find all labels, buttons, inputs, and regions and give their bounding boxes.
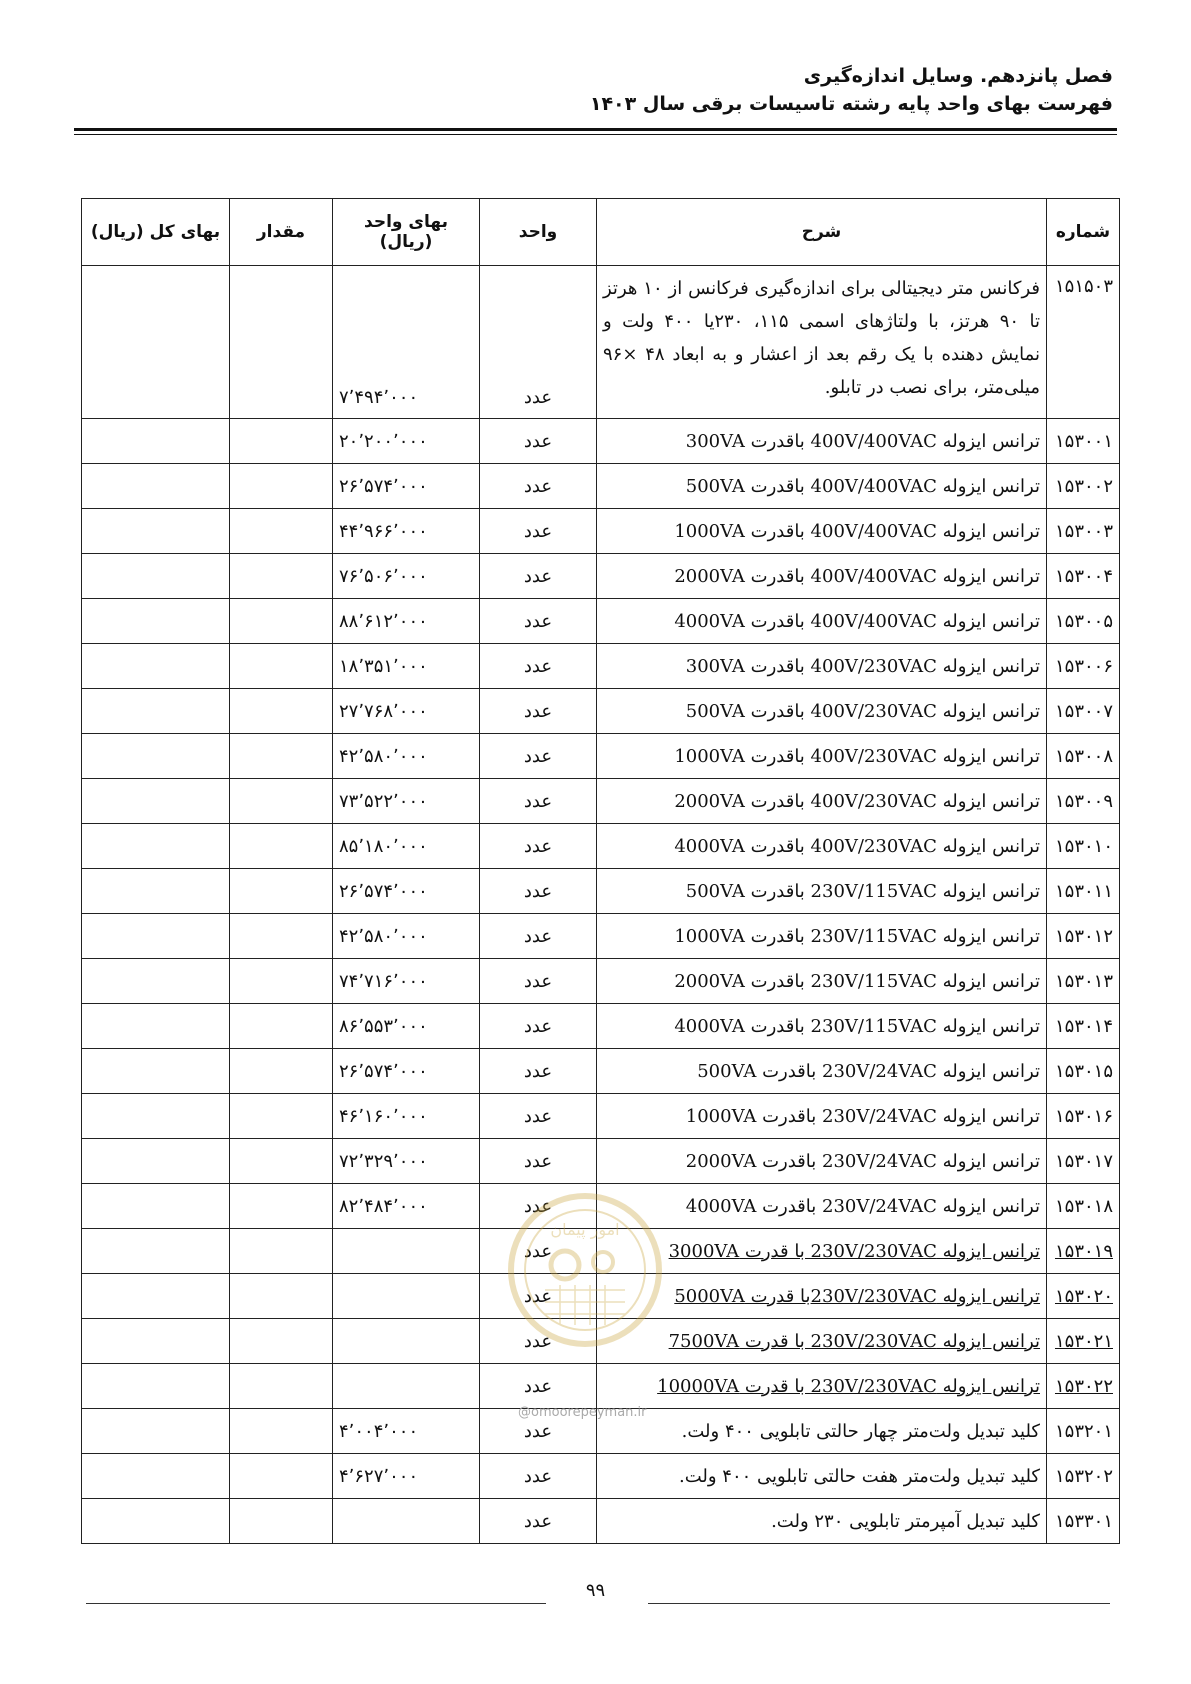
item-code <box>1047 509 1120 554</box>
item-total <box>82 554 230 599</box>
item-total <box>82 1004 230 1049</box>
item-total <box>82 1094 230 1139</box>
footer-rule-right <box>648 1603 1110 1604</box>
table-row <box>82 1094 1120 1139</box>
item-unit-price <box>333 689 480 734</box>
chapter-title: فصل پانزدهم. وسایل اندازه‌گیری <box>803 65 1113 87</box>
item-description-text: ترانس ایزوله 230V/230VAC با قدرت 7500VA <box>668 1330 1040 1352</box>
item-unit-text: عدد <box>523 610 553 632</box>
item-description <box>597 959 1047 1004</box>
item-description <box>597 689 1047 734</box>
item-quantity <box>230 1454 333 1499</box>
item-code <box>1047 1274 1120 1319</box>
item-code-text: ۱۵۳۲۰۱ <box>1054 1420 1113 1442</box>
item-code <box>1047 266 1120 419</box>
item-total <box>82 1274 230 1319</box>
item-total <box>82 914 230 959</box>
item-unit-text: عدد <box>523 925 553 947</box>
item-total <box>82 1319 230 1364</box>
item-total <box>82 734 230 779</box>
item-unit <box>480 914 597 959</box>
item-code <box>1047 1454 1120 1499</box>
item-description-text: ترانس ایزوله 400V/230VAC باقدرت 2000VA <box>674 790 1040 812</box>
item-code-text: ۱۵۳۰۱۲ <box>1054 925 1113 947</box>
item-unit-price <box>333 1409 480 1454</box>
item-total <box>82 1139 230 1184</box>
item-unit <box>480 689 597 734</box>
item-unit-text: عدد <box>523 430 553 452</box>
item-unit <box>480 1499 597 1544</box>
item-unit-price-text: ۸۵٬۱۸۰٬۰۰۰ <box>339 835 428 857</box>
item-unit-text: عدد <box>523 1420 553 1442</box>
item-description <box>597 1364 1047 1409</box>
table-row <box>82 959 1120 1004</box>
item-unit-text: عدد <box>523 1105 553 1127</box>
item-unit-text: عدد <box>523 520 553 542</box>
item-description-text: کلید تبدیل ولت‌متر چهار حالتی تابلویی ۴۰۰ ولت. <box>681 1420 1040 1442</box>
item-code <box>1047 959 1120 1004</box>
col-header-qty: مقدار <box>230 199 333 266</box>
table-row <box>82 419 1120 464</box>
item-unit <box>480 779 597 824</box>
item-code-text: ۱۵۱۵۰۳ <box>1054 276 1113 297</box>
item-total <box>82 959 230 1004</box>
item-total <box>82 1499 230 1544</box>
item-unit-price <box>333 1049 480 1094</box>
item-description-text: کلید تبدیل ولت‌متر هفت حالتی تابلویی ۴۰۰ ولت. <box>678 1465 1040 1487</box>
item-total <box>82 266 230 419</box>
item-quantity <box>230 1319 333 1364</box>
item-code-text: ۱۵۳۰۰۷ <box>1054 700 1113 722</box>
item-unit-price <box>333 1274 480 1319</box>
item-quantity <box>230 824 333 869</box>
item-quantity <box>230 869 333 914</box>
item-unit-price-text: ۸۲٬۴۸۴٬۰۰۰ <box>339 1195 428 1217</box>
item-unit <box>480 734 597 779</box>
item-unit-price-text: ۸۸٬۶۱۲٬۰۰۰ <box>339 610 428 632</box>
item-quantity <box>230 1409 333 1454</box>
item-unit-price-text: ۴٬۰۰۴٬۰۰۰ <box>339 1420 419 1442</box>
item-code <box>1047 734 1120 779</box>
item-code-text: ۱۵۳۰۱۵ <box>1054 1060 1113 1082</box>
item-unit-text: عدد <box>523 1375 553 1397</box>
item-unit-price-text: ۱۸٬۳۵۱٬۰۰۰ <box>339 655 428 677</box>
item-quantity <box>230 1139 333 1184</box>
table-row <box>82 599 1120 644</box>
item-total <box>82 599 230 644</box>
item-description <box>597 464 1047 509</box>
item-quantity <box>230 1184 333 1229</box>
item-code-text: ۱۵۳۰۰۴ <box>1054 565 1113 587</box>
item-description <box>597 509 1047 554</box>
item-unit-price <box>333 464 480 509</box>
item-unit <box>480 1004 597 1049</box>
table-row <box>82 779 1120 824</box>
item-description <box>597 734 1047 779</box>
item-description <box>597 1049 1047 1094</box>
item-quantity <box>230 509 333 554</box>
item-code-text: ۱۵۳۰۰۲ <box>1054 475 1113 497</box>
item-code <box>1047 869 1120 914</box>
item-code-text: ۱۵۳۰۰۹ <box>1054 790 1113 812</box>
item-description-text: ترانس ایزوله 230V/115VAC باقدرت 2000VA <box>674 970 1040 992</box>
item-code-text: ۱۵۳۰۰۵ <box>1054 610 1113 632</box>
item-total <box>82 1454 230 1499</box>
item-unit-price <box>333 1499 480 1544</box>
item-unit-price-text: ۲۶٬۵۷۴٬۰۰۰ <box>339 1060 428 1082</box>
item-unit-text: عدد <box>523 1285 553 1307</box>
item-description <box>597 1454 1047 1499</box>
item-description-text: ترانس ایزوله 400V/400VAC باقدرت 300VA <box>685 430 1040 452</box>
item-unit-price <box>333 1229 480 1274</box>
item-unit-price-text: ۴۲٬۵۸۰٬۰۰۰ <box>339 925 428 947</box>
col-header-unit: واحد <box>480 199 597 266</box>
header-rule-thick <box>74 128 1117 131</box>
table-row <box>82 1499 1120 1544</box>
item-unit-price <box>333 1364 480 1409</box>
item-unit-price-text: ۲۶٬۵۷۴٬۰۰۰ <box>339 880 428 902</box>
item-unit-text: عدد <box>523 1195 553 1217</box>
item-code-text: ۱۵۳۳۰۱ <box>1054 1510 1113 1532</box>
item-unit-price-text: ۴۲٬۵۸۰٬۰۰۰ <box>339 745 428 767</box>
item-description-text: ترانس ایزوله 230V/115VAC باقدرت 500VA <box>685 880 1040 902</box>
col-header-desc: شرح <box>597 199 1047 266</box>
item-total <box>82 1184 230 1229</box>
item-unit-text: عدد <box>523 835 553 857</box>
item-unit-text: عدد <box>523 790 553 812</box>
header-rule-thin <box>74 134 1117 135</box>
item-quantity <box>230 779 333 824</box>
col-header-total: بهای کل (ریال) <box>82 199 230 266</box>
item-code <box>1047 1319 1120 1364</box>
item-quantity <box>230 1094 333 1139</box>
item-description-text: ترانس ایزوله 400V/400VAC باقدرت 1000VA <box>674 520 1040 542</box>
item-unit <box>480 1364 597 1409</box>
col-header-unit-price: بهای واحد (ریال) <box>333 199 480 266</box>
item-total <box>82 1229 230 1274</box>
item-unit <box>480 824 597 869</box>
table-row <box>82 1139 1120 1184</box>
item-description-text: کلید تبدیل آمپرمتر تابلویی ۲۳۰ ولت. <box>771 1510 1040 1532</box>
table-row <box>82 464 1120 509</box>
item-description <box>597 266 1047 419</box>
item-unit-price <box>333 869 480 914</box>
item-unit-price <box>333 1454 480 1499</box>
item-code <box>1047 1229 1120 1274</box>
col-header-code: شماره <box>1047 199 1120 266</box>
item-code-text: ۱۵۳۰۰۶ <box>1054 655 1113 677</box>
item-description <box>597 599 1047 644</box>
item-unit-price <box>333 1004 480 1049</box>
item-total <box>82 1049 230 1094</box>
item-code <box>1047 599 1120 644</box>
item-code-text: ۱۵۳۰۲۰ <box>1054 1285 1113 1307</box>
item-quantity <box>230 644 333 689</box>
item-quantity <box>230 914 333 959</box>
item-total <box>82 824 230 869</box>
document-subtitle: فهرست بهای واحد پایه رشته تاسیسات برقی سال ۱۴۰۳ <box>589 93 1113 115</box>
item-description-text: ترانس ایزوله 230V/230VACبا قدرت 5000VA <box>674 1285 1040 1307</box>
table-row <box>82 734 1120 779</box>
item-code-text: ۱۵۳۰۱۳ <box>1054 970 1113 992</box>
table-row <box>82 1049 1120 1094</box>
item-description-text: فرکانس متر دیجیتالی برای اندازه‌گیری فرکانس از ۱۰ هرتز تا ۹۰ هرتز، با ولتاژهای اسمی ۱۱۵، ۲۳۰یا ۴۰۰ ولت و نمایش دهنده با یک رقم بعد از اعشار و به ابعاد ۴۸ ×۹۶ میلی‌متر، برای نصب در تابلو. <box>603 278 1040 398</box>
item-unit <box>480 1139 597 1184</box>
item-total <box>82 869 230 914</box>
item-unit-text: عدد <box>523 1465 553 1487</box>
item-unit-price <box>333 554 480 599</box>
item-code-text: ۱۵۳۰۱۴ <box>1054 1015 1113 1037</box>
item-code-text: ۱۵۳۰۲۱ <box>1054 1330 1113 1352</box>
item-quantity <box>230 266 333 419</box>
item-unit <box>480 464 597 509</box>
table-row <box>82 1454 1120 1499</box>
item-unit-price-text: ۷۳٬۵۲۲٬۰۰۰ <box>339 790 428 812</box>
item-code <box>1047 644 1120 689</box>
item-unit-text: عدد <box>523 655 553 677</box>
item-unit-price <box>333 266 480 419</box>
item-description-text: ترانس ایزوله 230V/115VAC باقدرت 1000VA <box>674 925 1040 947</box>
item-code-text: ۱۵۳۰۰۸ <box>1054 745 1113 767</box>
item-quantity <box>230 1364 333 1409</box>
item-unit <box>480 509 597 554</box>
watermark-logo-text: امور پیمان <box>550 1220 620 1239</box>
item-description-text: ترانس ایزوله 230V/230VAC با قدرت 3000VA <box>668 1240 1040 1262</box>
table-header-row <box>82 199 1120 266</box>
item-unit-price <box>333 824 480 869</box>
table-row <box>82 554 1120 599</box>
item-unit-price-text: ۴۴٬۹۶۶٬۰۰۰ <box>339 520 428 542</box>
item-unit-text: عدد <box>523 387 553 408</box>
item-quantity <box>230 734 333 779</box>
item-code-text: ۱۵۳۰۰۱ <box>1054 430 1113 452</box>
item-unit-price <box>333 959 480 1004</box>
item-code <box>1047 779 1120 824</box>
item-unit-price <box>333 1184 480 1229</box>
item-total <box>82 779 230 824</box>
item-unit-price-text: ۷۲٬۳۲۹٬۰۰۰ <box>339 1150 428 1172</box>
item-unit-text: عدد <box>523 1015 553 1037</box>
item-unit-text: عدد <box>523 475 553 497</box>
table-row <box>82 266 1120 419</box>
item-description <box>597 824 1047 869</box>
item-description-text: ترانس ایزوله 400V/230VAC باقدرت 4000VA <box>674 835 1040 857</box>
item-unit <box>480 959 597 1004</box>
item-unit-price-text: ۴۶٬۱۶۰٬۰۰۰ <box>339 1105 428 1127</box>
item-description-text: ترانس ایزوله 400V/400VAC باقدرت 4000VA <box>674 610 1040 632</box>
item-unit-price <box>333 1094 480 1139</box>
item-quantity <box>230 689 333 734</box>
item-quantity <box>230 554 333 599</box>
item-code <box>1047 1004 1120 1049</box>
table-row <box>82 824 1120 869</box>
item-description-text: ترانس ایزوله 230V/230VAC با قدرت 10000VA <box>657 1375 1040 1397</box>
item-unit <box>480 1049 597 1094</box>
item-unit-text: عدد <box>523 1060 553 1082</box>
item-description <box>597 419 1047 464</box>
item-total <box>82 509 230 554</box>
item-code <box>1047 1499 1120 1544</box>
item-total <box>82 1409 230 1454</box>
item-unit-text: عدد <box>523 880 553 902</box>
item-description-text: ترانس ایزوله 230V/24VAC باقدرت 500VA <box>697 1060 1040 1082</box>
item-code <box>1047 419 1120 464</box>
item-unit-text: عدد <box>523 565 553 587</box>
item-unit-price-text: ۷۴٬۷۱۶٬۰۰۰ <box>339 970 428 992</box>
item-description <box>597 1139 1047 1184</box>
item-code <box>1047 464 1120 509</box>
table-body <box>82 266 1120 1544</box>
item-code <box>1047 1409 1120 1454</box>
item-unit-price <box>333 599 480 644</box>
item-unit-text: عدد <box>523 1330 553 1352</box>
item-code <box>1047 689 1120 734</box>
item-unit-price <box>333 1319 480 1364</box>
watermark-site: @omoorepeyman.ir <box>518 1405 647 1420</box>
item-quantity <box>230 599 333 644</box>
item-description <box>597 1499 1047 1544</box>
item-unit-text: عدد <box>523 1510 553 1532</box>
item-unit-price <box>333 914 480 959</box>
item-quantity <box>230 1499 333 1544</box>
item-unit-price <box>333 419 480 464</box>
item-unit-price-text: ۷٬۴۹۴٬۰۰۰ <box>339 387 419 408</box>
item-description-text: ترانس ایزوله 230V/24VAC باقدرت 1000VA <box>685 1105 1040 1127</box>
item-unit-text: عدد <box>523 970 553 992</box>
item-description <box>597 1409 1047 1454</box>
item-code <box>1047 1094 1120 1139</box>
item-code <box>1047 914 1120 959</box>
item-description <box>597 869 1047 914</box>
item-description-text: ترانس ایزوله 400V/230VAC باقدرت 1000VA <box>674 745 1040 767</box>
table-row <box>82 689 1120 734</box>
item-code-text: ۱۵۳۰۰۳ <box>1054 520 1113 542</box>
item-code-text: ۱۵۳۰۱۰ <box>1054 835 1113 857</box>
item-quantity <box>230 1049 333 1094</box>
item-description <box>597 1094 1047 1139</box>
item-description-text: ترانس ایزوله 230V/115VAC باقدرت 4000VA <box>674 1015 1040 1037</box>
item-total <box>82 464 230 509</box>
item-quantity <box>230 419 333 464</box>
item-description-text: ترانس ایزوله 400V/400VAC باقدرت 2000VA <box>674 565 1040 587</box>
item-code-text: ۱۵۳۰۱۸ <box>1054 1195 1113 1217</box>
table-row <box>82 644 1120 689</box>
item-unit <box>480 266 597 419</box>
item-code-text: ۱۵۳۲۰۲ <box>1054 1465 1113 1487</box>
item-unit-price <box>333 644 480 689</box>
item-code <box>1047 554 1120 599</box>
item-unit-price-text: ۲۶٬۵۷۴٬۰۰۰ <box>339 475 428 497</box>
item-code-text: ۱۵۳۰۲۲ <box>1054 1375 1113 1397</box>
item-unit-text: عدد <box>523 700 553 722</box>
item-total <box>82 419 230 464</box>
item-description <box>597 644 1047 689</box>
item-unit-price-text: ۴٬۶۲۷٬۰۰۰ <box>339 1465 419 1487</box>
item-unit <box>480 1454 597 1499</box>
table-row <box>82 1004 1120 1049</box>
table-row <box>82 869 1120 914</box>
item-description-text: ترانس ایزوله 230V/24VAC باقدرت 4000VA <box>685 1195 1040 1217</box>
item-quantity <box>230 1229 333 1274</box>
page-header <box>78 62 1113 118</box>
item-total <box>82 689 230 734</box>
item-unit <box>480 599 597 644</box>
item-description <box>597 779 1047 824</box>
item-code <box>1047 824 1120 869</box>
item-quantity <box>230 464 333 509</box>
item-quantity <box>230 1274 333 1319</box>
item-unit <box>480 419 597 464</box>
item-code <box>1047 1139 1120 1184</box>
item-code <box>1047 1364 1120 1409</box>
item-unit-price <box>333 734 480 779</box>
item-unit-text: عدد <box>523 1150 553 1172</box>
footer-rule-left <box>86 1603 546 1604</box>
item-code-text: ۱۵۳۰۱۷ <box>1054 1150 1113 1172</box>
item-total <box>82 1364 230 1409</box>
item-code-text: ۱۵۳۰۱۶ <box>1054 1105 1113 1127</box>
item-quantity <box>230 1004 333 1049</box>
item-unit <box>480 554 597 599</box>
item-quantity <box>230 959 333 1004</box>
item-unit-price-text: ۸۶٬۵۵۳٬۰۰۰ <box>339 1015 428 1037</box>
table-row <box>82 1364 1120 1409</box>
table-row <box>82 509 1120 554</box>
item-description <box>597 1004 1047 1049</box>
item-code <box>1047 1049 1120 1094</box>
item-description-text: ترانس ایزوله 230V/24VAC باقدرت 2000VA <box>685 1150 1040 1172</box>
table-row <box>82 914 1120 959</box>
item-unit-price <box>333 1139 480 1184</box>
item-code-text: ۱۵۳۰۱۱ <box>1054 880 1113 902</box>
item-unit <box>480 1094 597 1139</box>
item-total <box>82 644 230 689</box>
watermark-logo <box>505 1190 665 1350</box>
item-description-text: ترانس ایزوله 400V/230VAC باقدرت 300VA <box>685 655 1040 677</box>
item-description <box>597 554 1047 599</box>
item-unit-price <box>333 779 480 824</box>
item-unit-price <box>333 509 480 554</box>
item-unit <box>480 644 597 689</box>
page-number: ۹۹ <box>585 1580 606 1601</box>
item-code-text: ۱۵۳۰۱۹ <box>1054 1240 1113 1262</box>
item-code <box>1047 1184 1120 1229</box>
item-unit-text: عدد <box>523 1240 553 1262</box>
item-description-text: ترانس ایزوله 400V/400VAC باقدرت 500VA <box>685 475 1040 497</box>
item-unit-price-text: ۲۷٬۷۶۸٬۰۰۰ <box>339 700 428 722</box>
item-unit-price-text: ۲۰٬۲۰۰٬۰۰۰ <box>339 430 428 452</box>
item-unit <box>480 869 597 914</box>
item-description <box>597 914 1047 959</box>
item-unit-text: عدد <box>523 745 553 767</box>
item-description-text: ترانس ایزوله 400V/230VAC باقدرت 500VA <box>685 700 1040 722</box>
item-unit-price-text: ۷۶٬۵۰۶٬۰۰۰ <box>339 565 428 587</box>
